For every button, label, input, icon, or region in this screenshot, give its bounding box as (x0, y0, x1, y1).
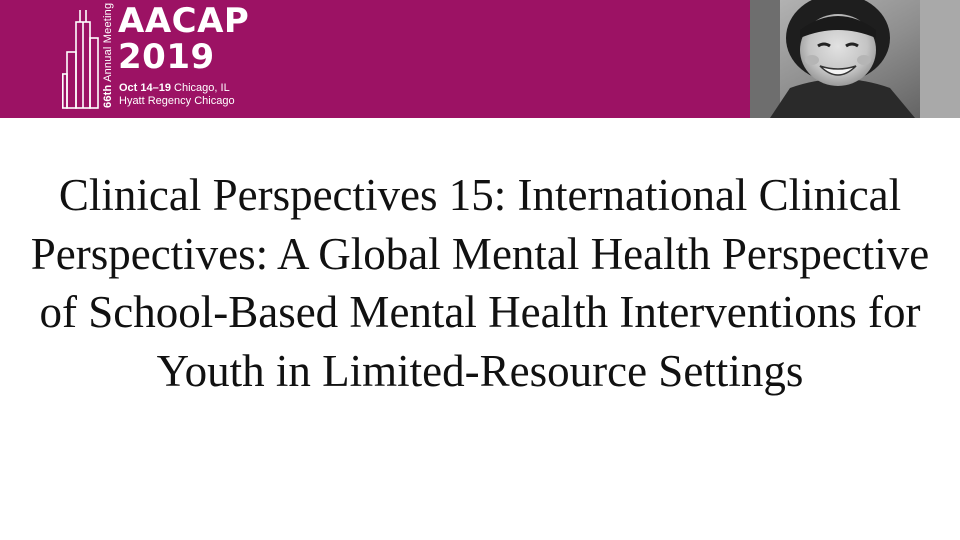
smiling-child-photo (750, 0, 960, 118)
brand-year: 2019 (118, 37, 215, 77)
annual-meeting-label: Annual Meeting (102, 2, 114, 82)
annual-meeting-number: 66th (102, 84, 114, 108)
brand-name: AACAP (118, 1, 250, 41)
slide-title: Clinical Perspectives 15: International Clinical Perspectives: A Global Mental Health Perspective of School-Based Mental Health Interventions for Youth in Limited-Resource Settings (30, 170, 930, 396)
meeting-city: Chicago, IL (174, 82, 230, 94)
meeting-date-location (119, 82, 230, 95)
meeting-venue: Hyatt Regency Chicago (119, 95, 235, 107)
annual-meeting-vertical-label (102, 3, 114, 108)
meeting-dates: Oct 14–19 (119, 82, 171, 94)
header-banner (0, 0, 960, 118)
